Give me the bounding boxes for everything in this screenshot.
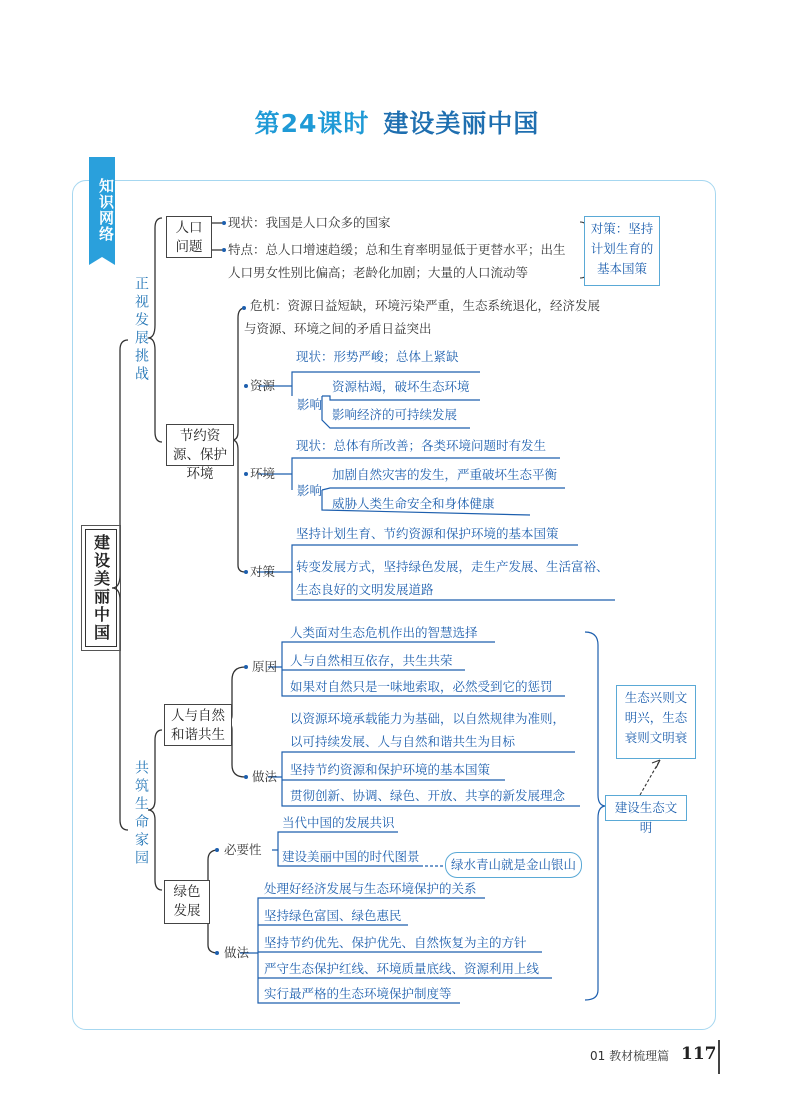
need-2: 建设美丽中国的时代图景 [282, 849, 420, 864]
green-method-4: 严守生态保护红线、环境质量底线、资源利用上线 [264, 961, 540, 976]
environment-impact-2: 威胁人类生命安全和身体健康 [332, 496, 495, 511]
reason-1: 人类面对生态危机作出的智慧选择 [290, 625, 478, 640]
lesson-name: 建设美丽中国 [383, 109, 540, 138]
method-3: 贯彻创新、协调、绿色、开放、共享的新发展理念 [290, 788, 566, 803]
section-tab: 知识网络 [89, 157, 115, 257]
measure-2-line-2: 生态良好的文明发展道路 [296, 582, 434, 597]
population-features-2: 人口男女性别比偏高；老龄化加剧；大量的人口流动等 [228, 265, 529, 280]
resource-status: 现状：形势严峻；总体上紧缺 [296, 349, 459, 364]
reason-label: 原因 [252, 659, 278, 674]
environment-impact-label: 影响 [297, 483, 323, 498]
footer-section: 01 教材梳理篇 [590, 1049, 670, 1063]
measure-1: 坚持计划生育、节约资源和保护环境的基本国策 [296, 526, 559, 541]
green-method-label: 做法 [224, 945, 250, 960]
resource-impact-1: 资源枯竭，破坏生态环境 [332, 379, 470, 394]
crisis-line-1: 危机：资源日益短缺，环境污染严重，生态系统退化，经济发展 [250, 298, 601, 313]
population-features-1: 特点：总人口增速趋缓；总和生育率明显低于更替水平；出生 [228, 242, 566, 257]
method-2: 坚持节约资源和保护环境的基本国策 [290, 762, 491, 777]
environment-label: 环境 [250, 466, 276, 481]
green-method-2: 坚持绿色富国、绿色惠民 [264, 908, 402, 923]
method-label: 做法 [252, 769, 278, 784]
method-1-line-2: 以可持续发展、人与自然和谐共生为目标 [290, 734, 516, 749]
population-status: 现状：我国是人口众多的国家 [228, 215, 391, 230]
measure-label: 对策 [250, 564, 276, 579]
measure-2-line-1: 转变发展方式，坚持绿色发展，走生产发展、生活富裕、 [296, 559, 609, 574]
resource-impact-2: 影响经济的可持续发展 [332, 407, 458, 422]
method-1-line-1: 以资源环境承载能力为基础，以自然规律为准则， [290, 711, 566, 726]
green-method-5: 实行最严格的生态环境保护制度等 [264, 986, 452, 1001]
resource-label: 资源 [250, 378, 276, 393]
mountains-box: 绿水青山就是金山银山 [445, 852, 582, 878]
green-method-3: 坚持节约优先、保护优先、自然恢复为主的方针 [264, 935, 527, 950]
green-method-1: 处理好经济发展与生态环境保护的关系 [264, 881, 477, 896]
population-policy: 对策：坚持计划生育的基本国策 [584, 216, 660, 286]
page-number: 117 [681, 1044, 717, 1064]
environment-impact-1: 加剧自然灾害的发生，严重破坏生态平衡 [332, 467, 558, 482]
reason-3: 如果对自然只是一味地索取，必然受到它的惩罚 [290, 679, 553, 694]
green-box: 绿色发展 [164, 880, 210, 924]
resource-impact-label: 影响 [297, 397, 323, 412]
footer-divider [718, 1040, 720, 1074]
root-node: 建设美丽中国 [85, 529, 117, 647]
need-1: 当代中国的发展共识 [282, 815, 395, 830]
branch-home: 共筑生命家园 [133, 760, 149, 868]
crisis-line-2: 与资源、环境之间的矛盾日益突出 [244, 321, 432, 336]
eco-civilization: 建设生态文明 [605, 795, 687, 821]
resources-box: 节约资源、保护环境 [166, 424, 234, 466]
harmony-box: 人与自然和谐共生 [164, 704, 232, 746]
population-box: 人口问题 [166, 216, 212, 258]
branch-challenge: 正视发展挑战 [133, 276, 149, 384]
need-label: 必要性 [224, 842, 262, 857]
civilization-motto: 生态兴则文明兴，生态衰则文明衰 [616, 685, 696, 759]
reason-2: 人与自然相互依存，共生共荣 [290, 653, 453, 668]
lesson-number: 第24课时 [254, 109, 370, 138]
environment-status: 现状：总体有所改善；各类环境问题时有发生 [296, 438, 547, 453]
